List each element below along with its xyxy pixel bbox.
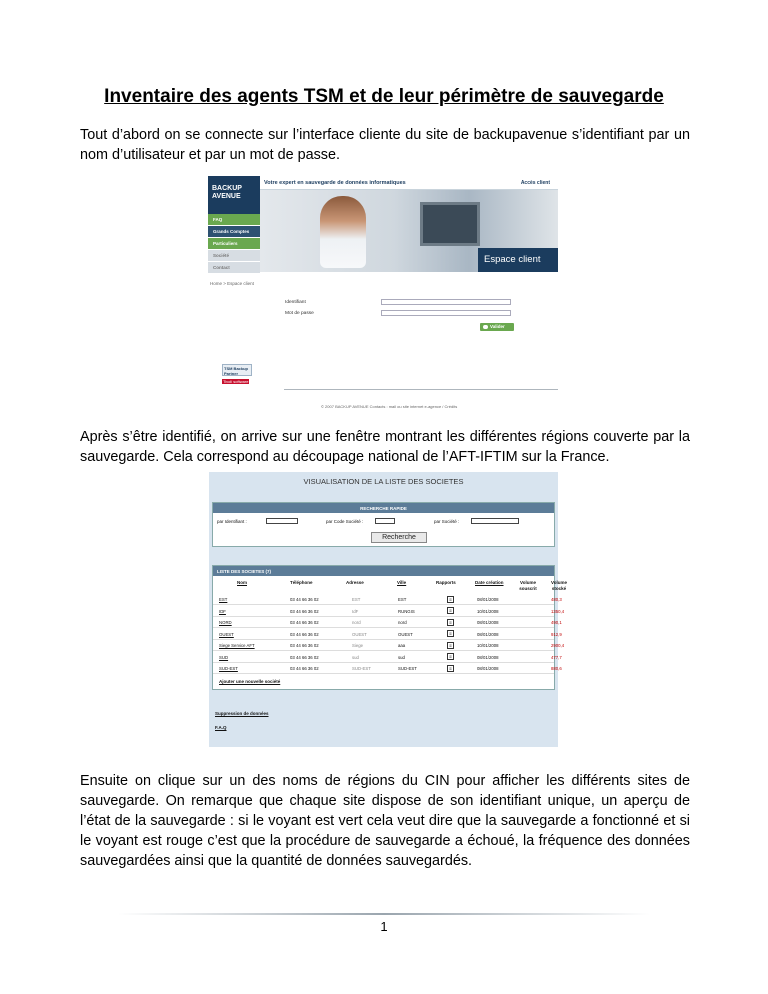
row-nom[interactable]: SUD: [219, 654, 229, 660]
row-date: 08/01/2008: [477, 654, 499, 660]
table-row: [213, 629, 562, 640]
login-footer: © 2007 BACKUP AVENUE Contacts : mail ou site internet e-agence / Crédits: [321, 404, 458, 409]
societes-table: [212, 565, 567, 690]
row-adresse: EST: [352, 597, 361, 602]
search-societe-label: par Société :: [434, 519, 460, 524]
nav-item-contact[interactable]: Contact: [208, 262, 260, 273]
password-label: Mot de passe: [285, 311, 314, 316]
quick-search-panel: [212, 502, 555, 547]
document-title: Inventaire des agents TSM et de leur périmètre de sauvegarde: [104, 86, 664, 107]
nav-item-faq[interactable]: FAQ: [208, 214, 260, 225]
login-slogan: Votre expert en sauvegarde de données informatiques: [264, 180, 406, 186]
tsm-badge: TSM Backup Partner: [222, 364, 252, 376]
login-screenshot: [208, 176, 558, 412]
espace-client-banner: Espace client: [478, 248, 558, 272]
report-icon[interactable]: ≡: [447, 619, 454, 626]
recherche-button[interactable]: Recherche: [371, 532, 427, 543]
row-adresse: sud: [352, 654, 359, 660]
table-row: [213, 640, 565, 651]
search-societe-input[interactable]: [471, 518, 519, 524]
row-volume-stocke: 2900,4: [551, 643, 565, 648]
identifiant-label: Identifiant: [285, 300, 306, 305]
row-volume-stocke: 477,7: [551, 654, 562, 660]
add-societe-link[interactable]: Ajouter une nouvelle société: [219, 679, 281, 684]
acces-client-link[interactable]: Accès client: [520, 180, 550, 186]
row-adresse: nord: [352, 620, 361, 625]
row-ville: nord: [398, 620, 407, 625]
footer-divider-line: [118, 913, 650, 915]
password-input[interactable]: [381, 310, 511, 316]
breadcrumb: Home > Espace client: [210, 281, 254, 286]
col-ville[interactable]: Ville: [397, 580, 407, 585]
report-icon[interactable]: ≡: [447, 630, 454, 637]
col-nom[interactable]: Nom: [237, 580, 247, 585]
row-nom[interactable]: IDF: [219, 608, 226, 614]
page-number: 1: [380, 919, 388, 934]
search-id-label: par Identifiant :: [217, 519, 247, 524]
row-telephone: 03 44 66 36 02: [290, 597, 319, 602]
row-telephone: 03 44 66 36 02: [290, 666, 319, 671]
row-nom[interactable]: SUD-EST: [219, 666, 238, 671]
person-illustration: [320, 196, 366, 268]
col-volume-souscrit: Volume souscrit: [519, 580, 537, 591]
row-date: 08/01/2008: [477, 620, 499, 625]
report-icon[interactable]: ≡: [447, 653, 454, 660]
row-telephone: 03 44 66 36 02: [290, 654, 319, 660]
monitor-illustration: [420, 202, 480, 246]
row-date: 08/01/2008: [477, 631, 499, 637]
nav-item-societe[interactable]: Société: [208, 250, 260, 261]
table-row: [213, 652, 562, 663]
report-icon[interactable]: ≡: [447, 665, 454, 672]
row-telephone: 03 44 66 36 02: [290, 608, 319, 614]
societes-list-header: LISTE DES SOCIETES (7): [213, 566, 554, 576]
row-volume-stocke: 490,1: [551, 620, 562, 625]
search-code-input[interactable]: [375, 518, 395, 524]
identifiant-input[interactable]: [381, 299, 511, 305]
login-sidebar-nav: [208, 214, 260, 274]
report-icon[interactable]: ≡: [447, 607, 454, 614]
col-date-creation[interactable]: Date création: [475, 580, 504, 585]
row-volume-stocke: 880,6: [551, 666, 562, 671]
societes-title: VISUALISATION DE LA LISTE DES SOCIETES: [303, 477, 464, 486]
col-volume-stocke: Volume stocké: [551, 580, 567, 591]
table-row: [213, 594, 562, 605]
row-date: 10/01/2008: [477, 608, 499, 614]
nav-item-grands-comptes[interactable]: Grands Comptes: [208, 226, 260, 237]
table-row: [213, 606, 565, 617]
societes-screenshot: [209, 472, 567, 747]
col-adresse: Adresse: [346, 580, 364, 585]
row-telephone: 03 44 66 36 02: [290, 631, 319, 637]
row-volume-stocke: 1350,4: [551, 608, 565, 614]
table-row: [213, 663, 562, 674]
third-paragraph: Ensuite on clique sur un des noms de régions du CIN pour afficher les différents sites de sauvegarde. On remarque que chaque site dispose de son identifiant unique, un aperçu de l’état de la sauvegarde : si le voyant est vert cela veut dire que la sauvegarde a fonctionné et si le voyant est rouge c’est que la procédure de sauvegarde a échoué, la fréquence des données sauvegardées ainsi que la quantité de données sauvegardés.: [80, 773, 690, 869]
row-ville: EST: [398, 597, 407, 602]
report-icon[interactable]: ≡: [447, 596, 454, 603]
footer-divider: [284, 389, 558, 390]
delete-data-link[interactable]: Suppression de données: [215, 711, 269, 716]
row-ville: RUNGIS: [398, 608, 415, 614]
login-top-bar: [260, 176, 558, 190]
intro-paragraph: Tout d’abord on se connecte sur l’interface cliente du site de backupavenue s’identifiant par un nom d’utilisateur et par un mot de passe.: [80, 127, 690, 163]
nav-item-particuliers[interactable]: Particuliers: [208, 238, 260, 249]
faq-link[interactable]: F.A.Q: [215, 725, 227, 730]
row-nom[interactable]: OUEST: [219, 631, 234, 637]
row-date: 10/01/2008: [477, 643, 499, 648]
col-telephone: Téléphone: [290, 580, 313, 585]
row-volume-stocke: 480,3: [551, 597, 562, 602]
row-adresse: Siege: [352, 643, 363, 648]
row-ville: SUD-EST: [398, 666, 417, 671]
row-telephone: 03 44 66 36 02: [290, 620, 319, 625]
banner-photo: [260, 190, 558, 272]
row-ville: sud: [398, 654, 405, 660]
row-date: 08/01/2008: [477, 597, 499, 602]
row-adresse: OUEST: [352, 631, 367, 637]
row-telephone: 03 44 66 36 02: [290, 643, 319, 648]
second-paragraph: Après s’être identifié, on arrive sur une fenêtre montrant les différentes régions couverte par la sauvegarde. Cela correspond au découpage national de l’AFT-IFTIM sur la France.: [80, 429, 690, 465]
row-adresse: SUD-EST: [352, 666, 371, 671]
row-ville: aaa: [398, 643, 406, 648]
tivoli-logo: [222, 379, 249, 384]
row-adresse: IdF: [352, 608, 359, 614]
table-row: [213, 617, 562, 628]
row-nom[interactable]: NORD: [219, 620, 232, 625]
quick-search-header: RECHERCHE RAPIDE: [213, 503, 554, 513]
valider-button[interactable]: Valider: [480, 323, 514, 331]
row-ville: OUEST: [398, 631, 413, 637]
backup-avenue-logo: BACKUP AVENUE: [208, 176, 260, 214]
row-nom[interactable]: Siege Service AFT: [219, 643, 255, 648]
search-id-input[interactable]: [266, 518, 298, 524]
row-nom[interactable]: EST: [219, 597, 228, 602]
search-code-label: par Code Société :: [326, 519, 364, 524]
tivoli-text: Tivoli software: [223, 379, 249, 384]
report-icon[interactable]: ≡: [447, 642, 454, 649]
row-volume-stocke: 912,9: [551, 631, 562, 637]
row-date: 08/01/2008: [477, 666, 499, 671]
col-rapports: Rapports: [436, 580, 456, 585]
